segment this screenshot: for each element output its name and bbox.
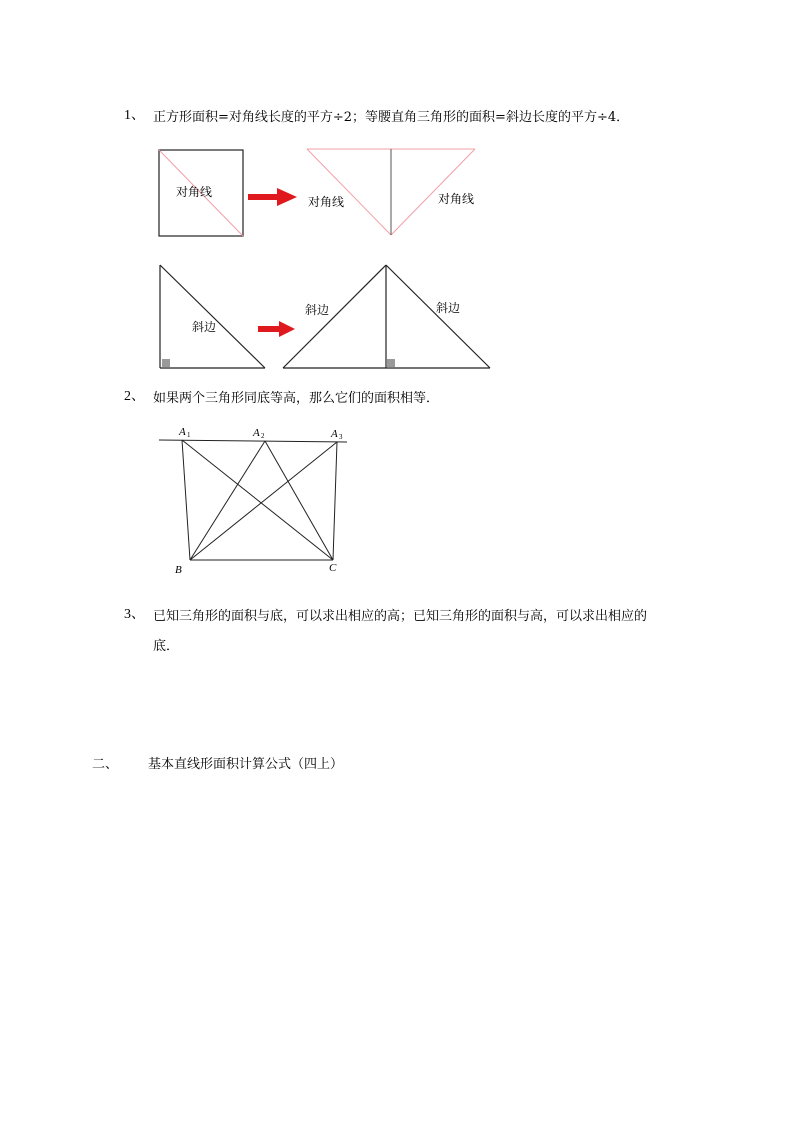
- item-2-text: 如果两个三角形同底等高，那么它们的面积相等．: [153, 391, 440, 406]
- point-a3-subscript: 3: [339, 433, 343, 441]
- triangle-left-edge: [307, 149, 391, 235]
- triangle-diagonal-label-right: 对角线: [438, 192, 475, 206]
- section-title: 基本直线形面积计算公式（四上）: [148, 757, 344, 772]
- point-b-label: B: [175, 564, 182, 576]
- point-a3-label: A: [331, 428, 338, 440]
- large-triangle-left-side: [283, 265, 386, 368]
- right-triangle-figure: [150, 255, 495, 375]
- item-1-number: 1、: [124, 108, 145, 123]
- segment-a3-b: [190, 442, 337, 560]
- triangle-diagonal-label-left: 对角线: [308, 195, 345, 209]
- item-3-number: 3、: [124, 607, 145, 622]
- item-2-number: 2、: [124, 389, 145, 404]
- point-c-label: C: [329, 562, 337, 574]
- square-to-triangle-figure: [150, 140, 490, 245]
- right-triangle-hypotenuse-label: 斜边: [192, 320, 217, 334]
- item-1-text: 正方形面积=对角线长度的平方÷2；等腰直角三角形的面积=斜边长度的平方÷4．: [153, 110, 630, 125]
- point-a1-label: A: [179, 426, 186, 438]
- red-arrow-1: [248, 188, 297, 206]
- item-3-text-line1: 已知三角形的面积与底，可以求出相应的高；已知三角形的面积与高，可以求出相应的: [153, 609, 648, 624]
- large-triangle-right-label: 斜边: [436, 301, 461, 315]
- right-angle-marker: [162, 359, 170, 367]
- point-a2-label: A: [253, 427, 260, 439]
- segment-a1-b: [182, 440, 190, 560]
- segment-a2-b: [190, 441, 265, 560]
- section-number: 二、: [92, 757, 119, 772]
- large-triangle-left-label: 斜边: [305, 303, 330, 317]
- right-triangle-hypotenuse: [160, 265, 265, 368]
- parallel-top-line: [159, 440, 347, 442]
- square-diagonal-label: 对角线: [176, 185, 213, 199]
- point-a2-subscript: 2: [261, 432, 265, 440]
- same-base-triangles-figure: [155, 424, 355, 576]
- segment-a3-c: [333, 442, 337, 560]
- point-a1-subscript: 1: [187, 431, 191, 439]
- segment-a1-c: [182, 440, 333, 560]
- item-3-text-line2: 底．: [153, 639, 180, 654]
- large-right-angle-marker: [387, 359, 395, 367]
- segment-a2-c: [265, 441, 333, 560]
- large-triangle-right-side: [386, 265, 490, 368]
- red-arrow-2: [258, 321, 295, 337]
